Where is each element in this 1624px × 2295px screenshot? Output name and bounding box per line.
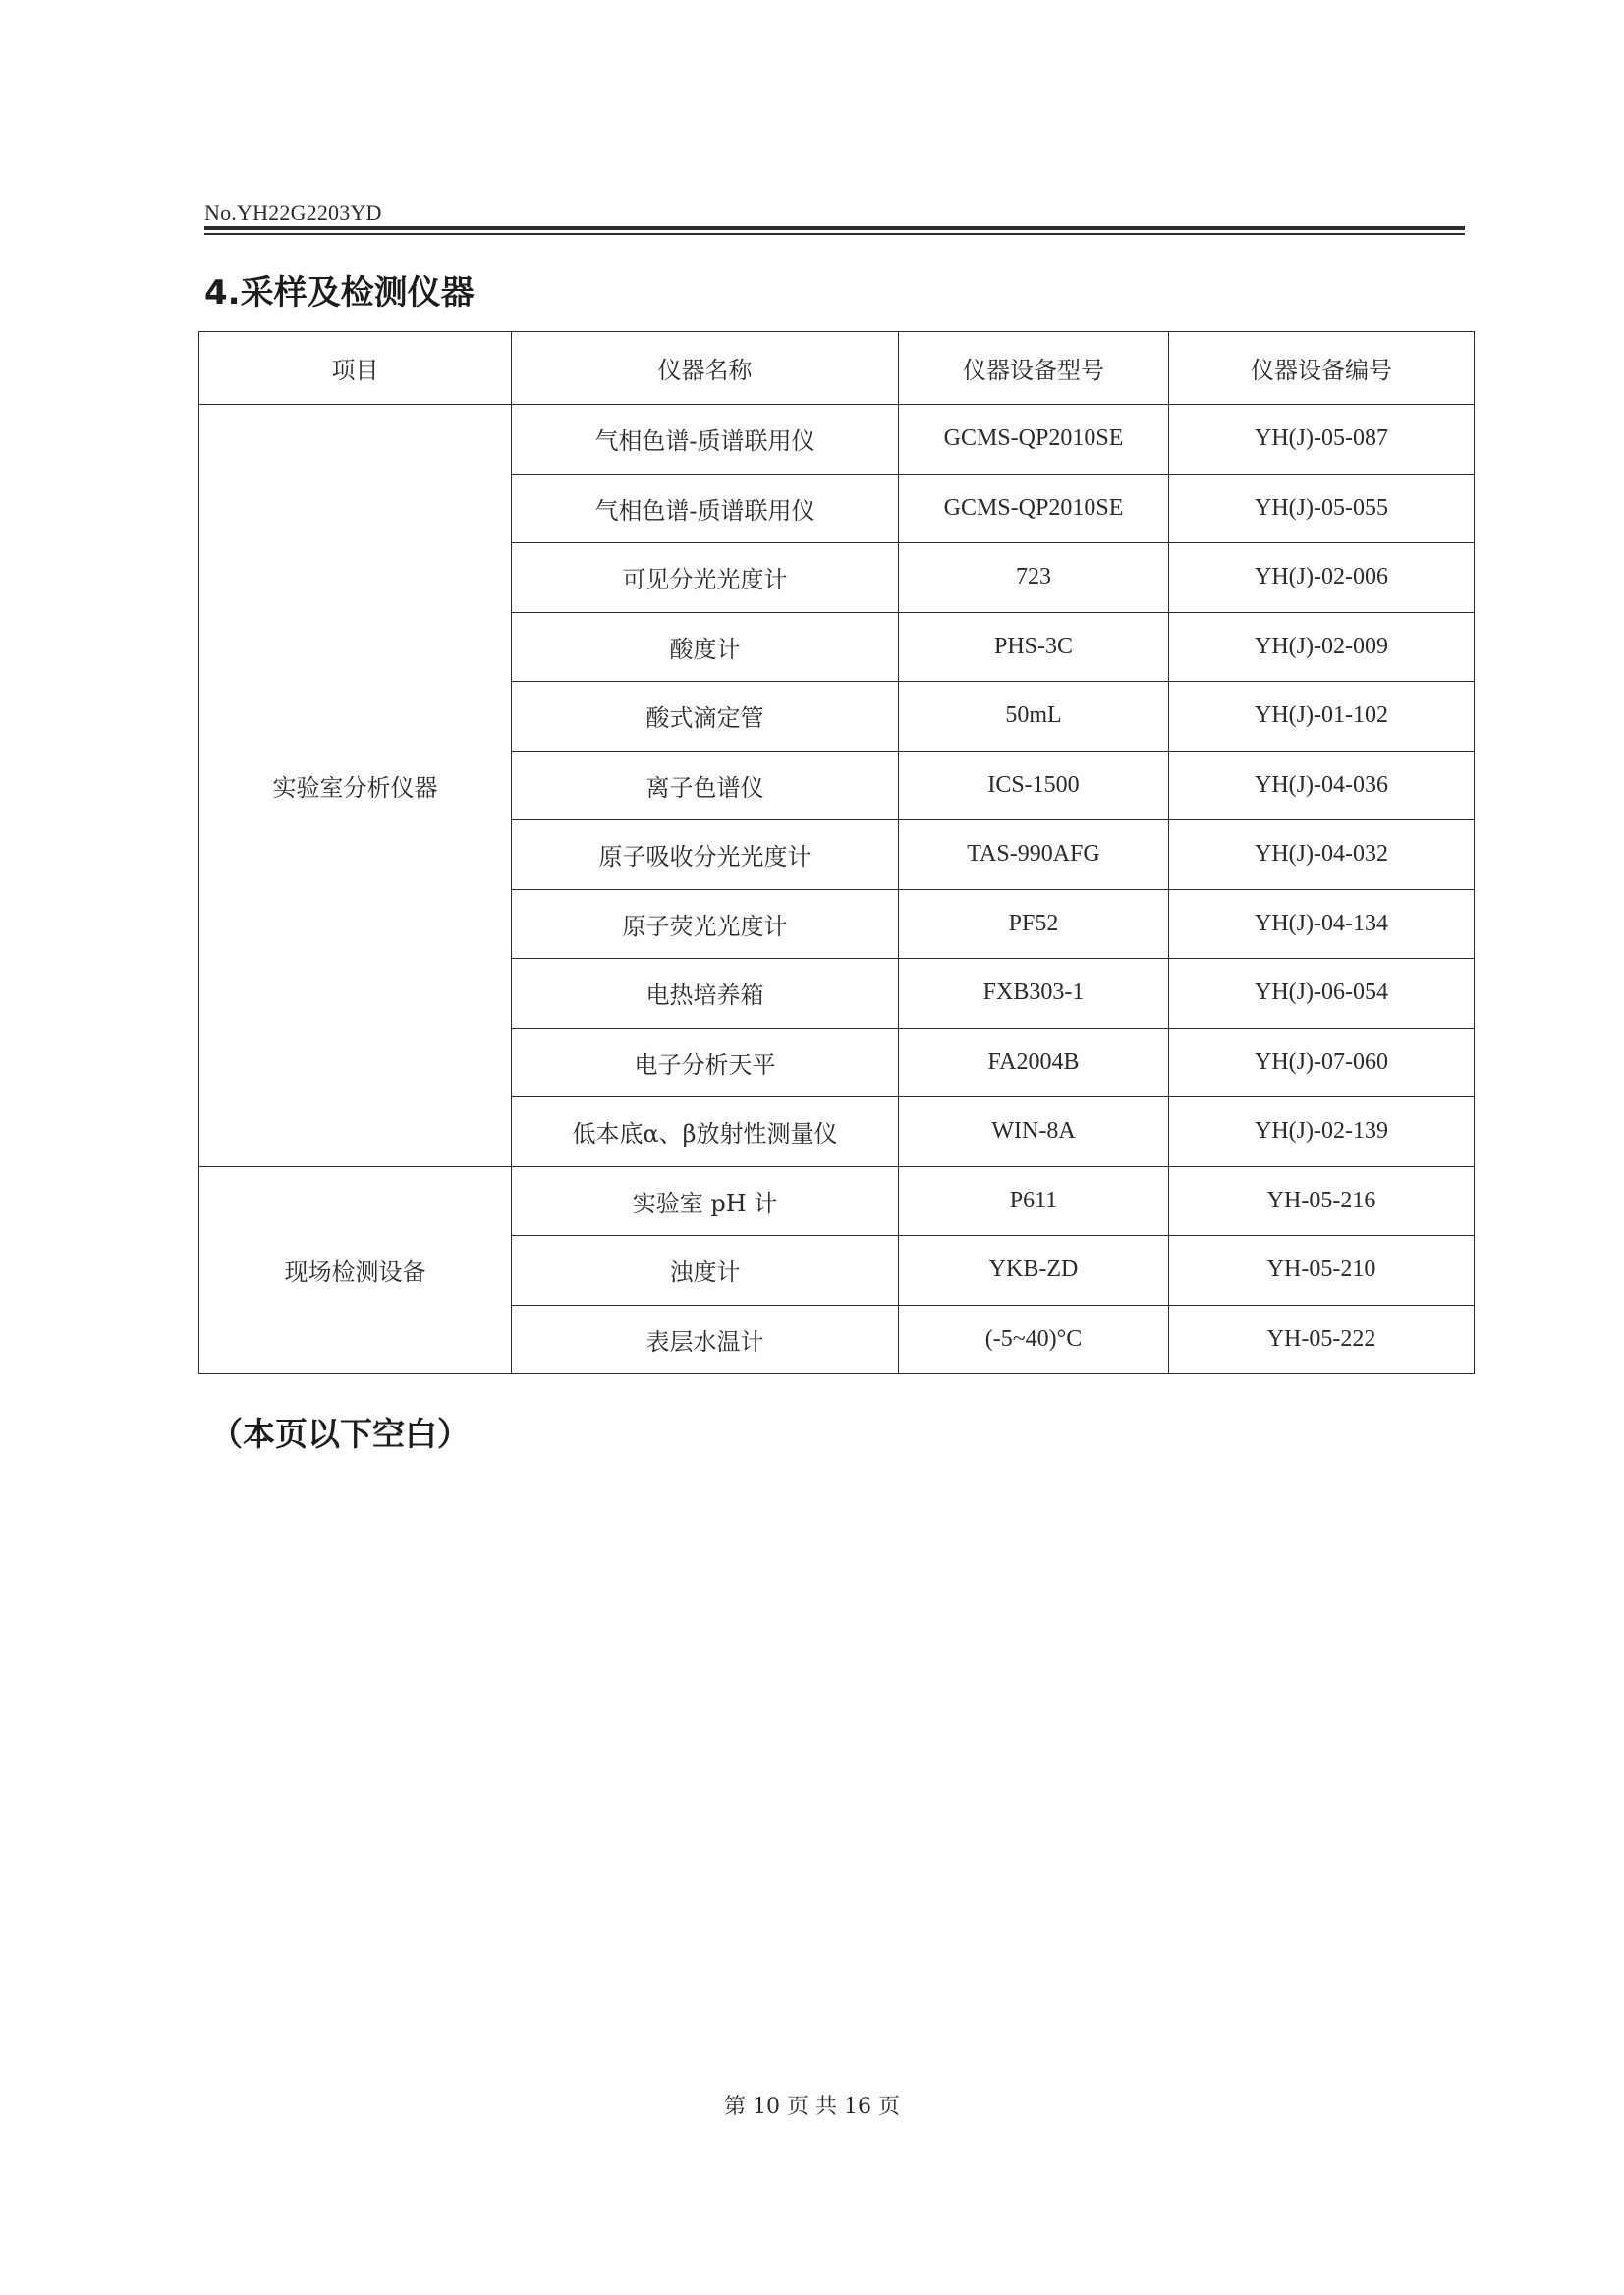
instrument-number: YH(J)-02-139 <box>1169 1097 1475 1167</box>
column-header-name: 仪器名称 <box>512 332 899 405</box>
instrument-model: 50mL <box>899 682 1169 752</box>
instrument-model: FXB303-1 <box>899 959 1169 1029</box>
instrument-model: WIN-8A <box>899 1097 1169 1167</box>
instrument-number: YH(J)-02-009 <box>1169 612 1475 682</box>
instrument-number: YH-05-210 <box>1169 1236 1475 1306</box>
table-row <box>199 405 1475 475</box>
instrument-model: ICS-1500 <box>899 751 1169 820</box>
instrument-number: YH-05-222 <box>1169 1305 1475 1374</box>
table-row <box>199 1166 1475 1236</box>
instrument-name: 实验室 pH 计 <box>512 1166 899 1236</box>
instrument-model: PF52 <box>899 889 1169 959</box>
instrument-model: FA2004B <box>899 1028 1169 1097</box>
instrument-name: 可见分光光度计 <box>512 543 899 613</box>
category-cell-field: 现场检测设备 <box>199 1166 512 1374</box>
category-cell-lab: 实验室分析仪器 <box>199 405 512 1167</box>
section-title: 4.采样及检测仪器 <box>204 273 475 312</box>
instrument-name: 酸式滴定管 <box>512 682 899 752</box>
instrument-number: YH(J)-04-134 <box>1169 889 1475 959</box>
page-number: 第 10 页 共 16 页 <box>724 2095 900 2119</box>
instrument-model: GCMS-QP2010SE <box>899 474 1169 543</box>
instrument-model: GCMS-QP2010SE <box>899 405 1169 475</box>
blank-page-note: （本页以下空白） <box>210 1415 470 1453</box>
instrument-number: YH(J)-04-032 <box>1169 820 1475 890</box>
instrument-model: (-5~40)°C <box>899 1305 1169 1374</box>
instrument-number: YH(J)-04-036 <box>1169 751 1475 820</box>
header-rule-thick <box>204 226 1465 230</box>
instrument-model: TAS-990AFG <box>899 820 1169 890</box>
instrument-name: 浊度计 <box>512 1236 899 1306</box>
instrument-name: 气相色谱-质谱联用仪 <box>512 405 899 475</box>
report-number: No.YH22G2203YD <box>204 200 382 225</box>
header-rule-thin <box>204 233 1465 235</box>
instrument-model: 723 <box>899 543 1169 613</box>
table-header-row <box>199 332 1475 405</box>
instrument-name: 表层水温计 <box>512 1305 899 1374</box>
instrument-name: 原子荧光光度计 <box>512 889 899 959</box>
instrument-number: YH(J)-06-054 <box>1169 959 1475 1029</box>
instrument-number: YH(J)-05-087 <box>1169 405 1475 475</box>
instrument-name: 离子色谱仪 <box>512 751 899 820</box>
instrument-name: 酸度计 <box>512 612 899 682</box>
instrument-number: YH(J)-02-006 <box>1169 543 1475 613</box>
instrument-number: YH(J)-05-055 <box>1169 474 1475 543</box>
column-header-model: 仪器设备型号 <box>899 332 1169 405</box>
instrument-name: 电子分析天平 <box>512 1028 899 1097</box>
instruments-table <box>198 331 1475 1374</box>
instrument-name: 气相色谱-质谱联用仪 <box>512 474 899 543</box>
instrument-number: YH(J)-07-060 <box>1169 1028 1475 1097</box>
instrument-model: P611 <box>899 1166 1169 1236</box>
column-header-number: 仪器设备编号 <box>1169 332 1475 405</box>
column-header-category: 项目 <box>199 332 512 405</box>
instrument-name: 低本底α、β放射性测量仪 <box>512 1097 899 1167</box>
instrument-name: 电热培养箱 <box>512 959 899 1029</box>
instrument-model: YKB-ZD <box>899 1236 1169 1306</box>
instrument-number: YH(J)-01-102 <box>1169 682 1475 752</box>
instrument-name: 原子吸收分光光度计 <box>512 820 899 890</box>
instrument-model: PHS-3C <box>899 612 1169 682</box>
instrument-number: YH-05-216 <box>1169 1166 1475 1236</box>
